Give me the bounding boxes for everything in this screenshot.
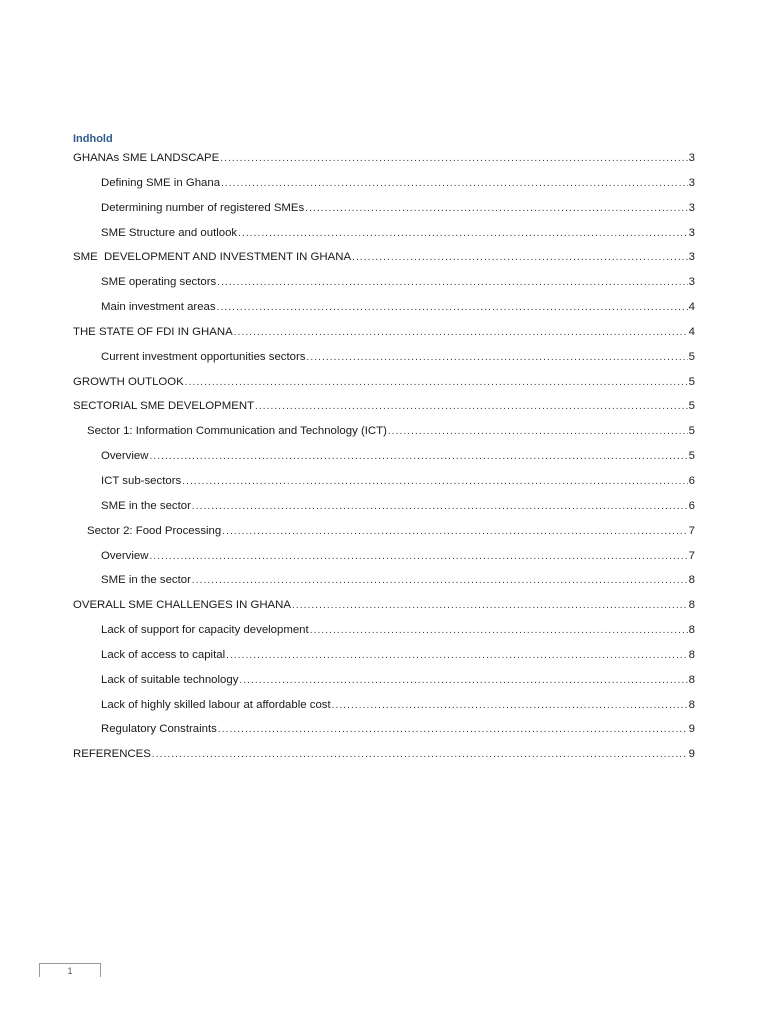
toc-page-number[interactable]: 6 [688, 474, 695, 487]
toc-dot-leader [217, 298, 688, 318]
toc-entry[interactable] [73, 446, 695, 471]
toc-entry-title[interactable]: THE STATE OF FDI IN GHANA [73, 325, 233, 338]
toc-entry-title[interactable]: GROWTH OUTLOOK [73, 375, 184, 388]
toc-dot-leader [310, 621, 688, 641]
toc-page-number[interactable]: 5 [688, 375, 695, 388]
toc-entry[interactable] [73, 695, 695, 720]
toc-entry[interactable] [73, 521, 695, 546]
toc-page-number[interactable]: 8 [688, 624, 695, 637]
toc-entry-title[interactable]: Overview [101, 450, 149, 463]
toc-dot-leader [305, 199, 687, 219]
toc-page-number[interactable]: 8 [688, 648, 695, 661]
toc-entry-title[interactable]: Lack of support for capacity development [101, 624, 309, 637]
toc-entry[interactable] [73, 148, 695, 173]
toc-entry-title[interactable]: Sector 2: Food Processing [87, 524, 222, 537]
toc-dot-leader [307, 348, 688, 368]
toc-dot-leader [332, 696, 688, 716]
toc-dot-leader [292, 596, 688, 616]
toc-dot-leader [220, 149, 687, 169]
toc-page-number[interactable]: 8 [688, 574, 695, 587]
toc-entry[interactable] [73, 247, 695, 272]
toc-entry[interactable] [73, 372, 695, 397]
toc-entry-title[interactable]: Current investment opportunities sectors [101, 350, 306, 363]
toc-dot-leader [149, 447, 687, 467]
toc-page-number[interactable]: 8 [688, 673, 695, 686]
toc-page-number[interactable]: 4 [688, 325, 695, 338]
toc-dot-leader [192, 497, 688, 517]
toc-entry[interactable] [73, 272, 695, 297]
page-number: 1 [67, 966, 73, 976]
toc-page-number[interactable]: 5 [688, 425, 695, 438]
toc-page-number[interactable]: 9 [688, 748, 695, 761]
toc-page-number[interactable]: 7 [688, 524, 695, 537]
toc-page-number[interactable]: 3 [688, 226, 695, 239]
toc-entry-title[interactable]: GHANAs SME LANDSCAPE [73, 152, 220, 164]
toc-page-number[interactable]: 5 [688, 400, 695, 413]
toc-entry[interactable] [73, 421, 695, 446]
toc-page-number[interactable]: 5 [688, 450, 695, 463]
toc-dot-leader [238, 224, 688, 244]
toc-entry-title[interactable]: Sector 1: Information Communication and Technology (ICT) [87, 425, 387, 438]
toc-page-number[interactable]: 4 [688, 301, 695, 314]
toc-entry[interactable] [73, 396, 695, 421]
toc-entry[interactable] [73, 595, 695, 620]
toc-entry-title[interactable]: Defining SME in Ghana [101, 176, 221, 189]
toc-entry-title[interactable]: SME operating sectors [101, 276, 217, 289]
toc-dot-leader [222, 522, 687, 542]
toc-entry[interactable] [73, 297, 695, 322]
toc-entry[interactable] [73, 645, 695, 670]
toc-dot-leader [217, 273, 687, 293]
toc-entry[interactable] [73, 620, 695, 645]
toc-entry[interactable] [73, 322, 695, 347]
toc-page-number[interactable]: 3 [688, 201, 695, 214]
toc-dot-leader [149, 547, 687, 567]
toc-dot-leader [234, 323, 688, 343]
toc-entry-title[interactable]: OVERALL SME CHALLENGES IN GHANA [73, 599, 291, 612]
toc-entry-title[interactable]: SME Structure and outlook [101, 226, 238, 239]
toc-entry[interactable] [73, 347, 695, 372]
toc-entry-title[interactable]: SME in the sector [101, 574, 191, 587]
toc-entry[interactable] [73, 744, 695, 769]
toc-dot-leader [182, 472, 687, 492]
toc-dot-leader [192, 571, 688, 591]
toc-dot-leader [239, 671, 687, 691]
toc-page-number[interactable]: 3 [688, 276, 695, 289]
toc-page-number[interactable]: 5 [688, 350, 695, 363]
toc-page-number[interactable]: 3 [688, 251, 695, 264]
toc-entry-title[interactable]: Main investment areas [101, 301, 216, 314]
toc-entry-title[interactable]: SME in the sector [101, 499, 191, 512]
toc-entry-title[interactable]: Determining number of registered SMEs [101, 201, 305, 214]
toc-entry[interactable] [73, 570, 695, 595]
toc-entry-title[interactable]: Regulatory Constraints [101, 723, 217, 736]
toc-entry[interactable] [73, 223, 695, 248]
toc-dot-leader [152, 745, 688, 765]
toc-entry[interactable] [73, 471, 695, 496]
toc-entry-title[interactable]: ICT sub-sectors [101, 474, 182, 487]
toc-page-number[interactable]: 3 [688, 152, 695, 164]
toc-entry-title[interactable]: Lack of suitable technology [101, 673, 239, 686]
toc-dot-leader [221, 174, 688, 194]
toc-page-number[interactable]: 6 [688, 499, 695, 512]
table-of-contents [73, 148, 695, 769]
toc-entry-title[interactable]: Overview [101, 549, 149, 562]
toc-page-number[interactable]: 8 [688, 599, 695, 612]
toc-dot-leader [218, 720, 688, 740]
toc-entry-title[interactable]: SME DEVELOPMENT AND INVESTMENT IN GHANA [73, 251, 352, 264]
toc-entry-title[interactable]: Lack of highly skilled labour at affordable cost [101, 698, 331, 711]
toc-dot-leader [255, 397, 688, 417]
toc-entry[interactable] [73, 198, 695, 223]
toc-entry[interactable] [73, 719, 695, 744]
toc-entry-title[interactable]: REFERENCES [73, 748, 151, 761]
page-number-box [39, 963, 101, 977]
toc-dot-leader [352, 248, 688, 268]
toc-entry[interactable] [73, 546, 695, 571]
toc-entry[interactable] [73, 670, 695, 695]
toc-heading: Indhold [73, 133, 113, 145]
toc-entry[interactable] [73, 496, 695, 521]
toc-entry-title[interactable]: Lack of access to capital [101, 648, 226, 661]
toc-entry[interactable] [73, 173, 695, 198]
toc-dot-leader [388, 422, 688, 442]
toc-entry-title[interactable]: SECTORIAL SME DEVELOPMENT [73, 400, 255, 413]
toc-dot-leader [226, 646, 688, 666]
toc-dot-leader [185, 373, 688, 393]
toc-page-number[interactable]: 7 [688, 549, 695, 562]
toc-page-number[interactable]: 8 [688, 698, 695, 711]
toc-page-number[interactable]: 3 [688, 176, 695, 189]
toc-page-number[interactable]: 9 [688, 723, 695, 736]
